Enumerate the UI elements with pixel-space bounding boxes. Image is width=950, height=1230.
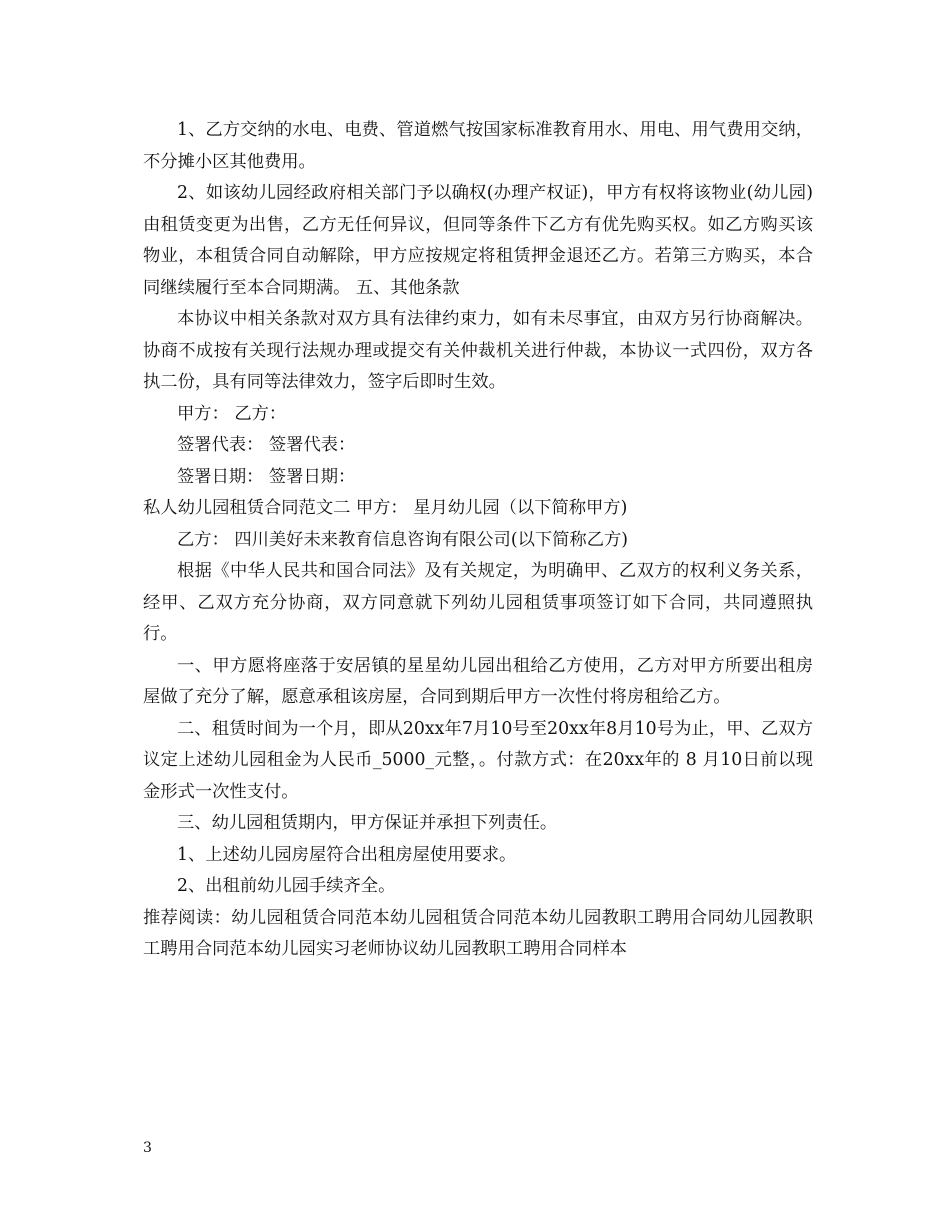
signature-dates: 签署日期： 签署日期： xyxy=(177,466,356,487)
signature-parties: 甲方： 乙方： xyxy=(177,403,287,424)
paragraph-legal-basis: 根据《中华人民共和国合同法》及有关规定，为明确甲、乙双方的权利义务关系，经甲、乙双方充分协商，双方同意就下列幼儿园租赁事项签订如下合同，共同遵照执行。 xyxy=(143,561,813,644)
paragraph-legal-effect: 本协议中相关条款对双方具有法律约束力，如有未尽事宜，由双方另行协商解决。协商不成按有关现行法规办理或提交有关仲裁机关进行仲裁，本协议一式四份，双方各执二份，具有同等法律效力，签字后即时生效。 xyxy=(143,309,813,392)
clause-three: 三、幼儿园租赁期内，甲方保证并承担下列责任。 xyxy=(177,813,558,833)
paragraph-property-sale: 2、如该幼儿园经政府相关部门予以确权(办理产权证)，甲方有权将该物业(幼儿园)由租赁变更为出售，乙方无任何异议，但同等条件下乙方有优先购买权。如乙方购买该物业，本租赁合同自动解除，甲方应按规定将租赁押金退还乙方。若第三方购买，本合同继续履行至本合同期满。 五、其他条款 xyxy=(143,183,813,298)
page-number: 3 xyxy=(143,1140,152,1156)
clause-one: 一、甲方愿将座落于安居镇的星星幼儿园出租给乙方使用，乙方对甲方所要出租房屋做了充分了解，愿意承租该房屋，合同到期后甲方一次性付将房租给乙方。 xyxy=(143,655,813,707)
paragraph-utility-fees: 1、乙方交纳的水电、电费、管道燃气按国家标准教育用水、用电、用气费用交纳，不分摊小区其他费用。 xyxy=(143,120,813,172)
signature-representatives: 签署代表： 签署代表： xyxy=(177,435,356,455)
clause-two: 二、租赁时间为一个月，即从20xx年7月10号至20xx年8月10号为止，甲、乙双方议定上述幼儿园租金为人民币_5000_元整，。付款方式：在20xx年的 8 月10日前以现金形式一次性支付。 xyxy=(143,718,813,802)
contract-two-heading: 私人幼儿园租赁合同范文二 甲方： 星月幼儿园（以下简称甲方) xyxy=(143,498,628,518)
party-b-line: 乙方： 四川美好未来教育信息咨询有限公司(以下简称乙方) xyxy=(177,529,629,550)
recommended-reading: 推荐阅读：幼儿园租赁合同范本幼儿园租赁合同范本幼儿园教职工聘用合同幼儿园教职工聘用合同范本幼儿园实习老师协议幼儿园教职工聘用合同样本 xyxy=(143,907,813,959)
clause-three-item-two: 2、出租前幼儿园手续齐全。 xyxy=(177,876,396,896)
clause-three-item-one: 1、上述幼儿园房屋符合出租房屋使用要求。 xyxy=(177,844,517,865)
document-body xyxy=(143,115,813,966)
